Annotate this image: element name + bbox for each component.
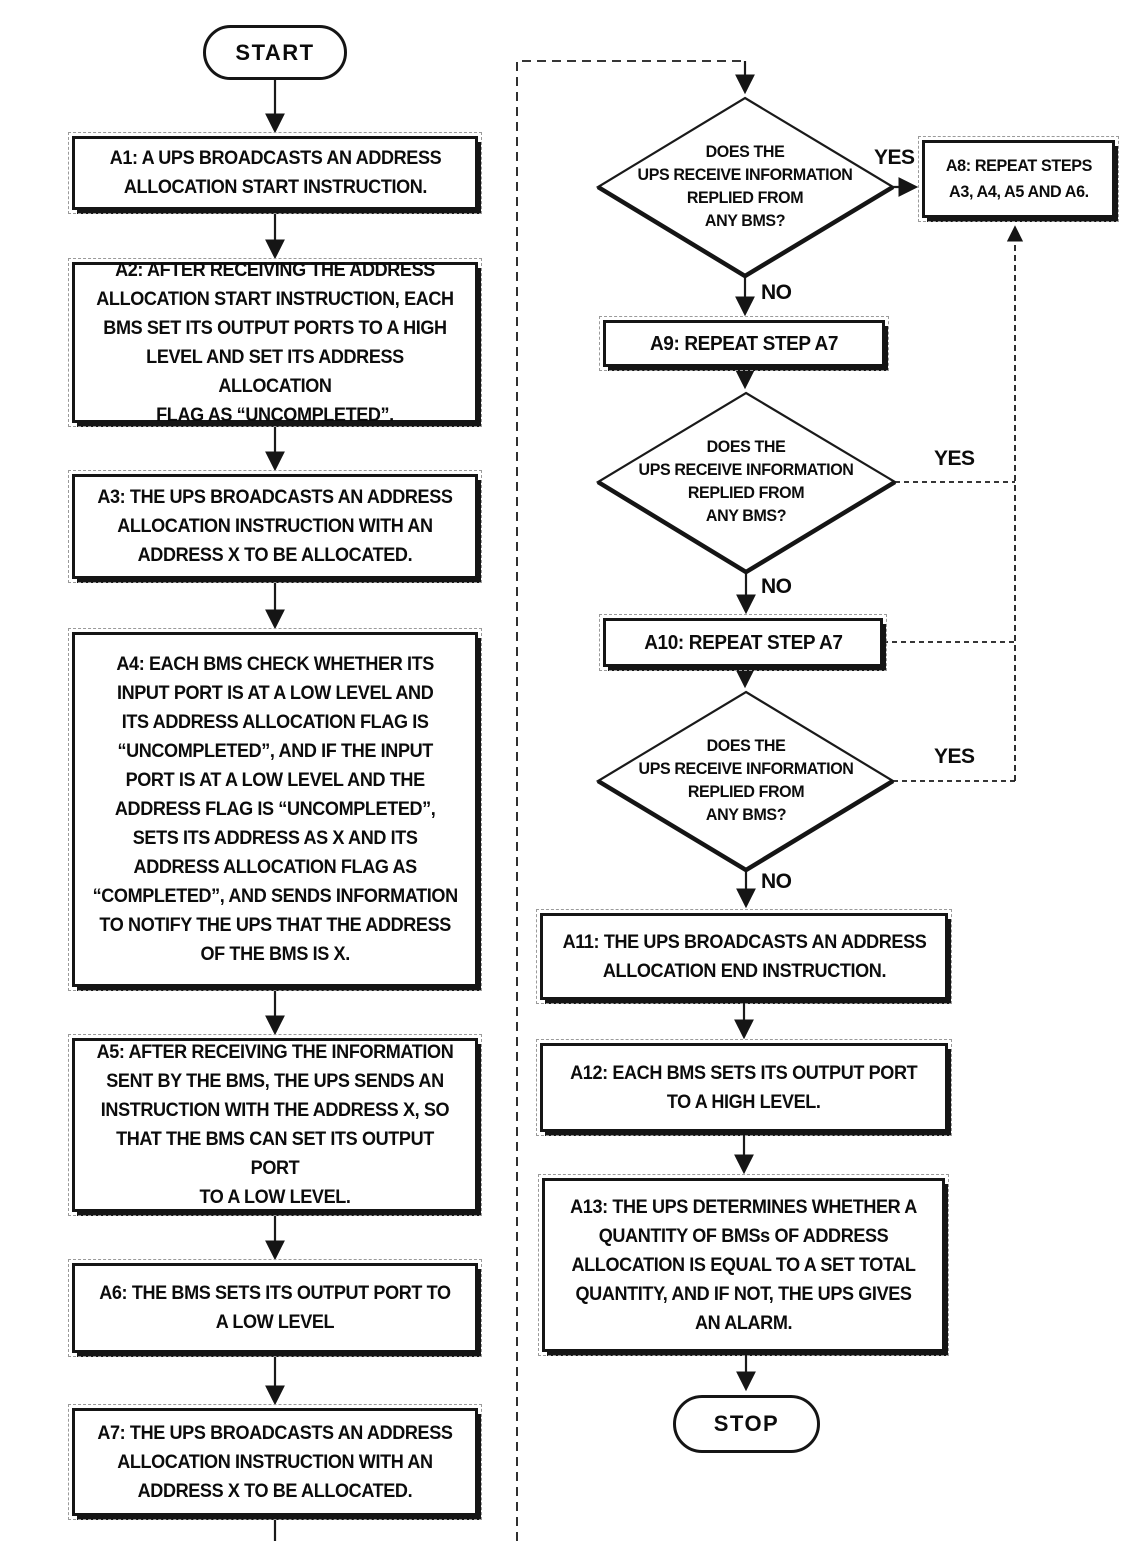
- node-a10: [603, 618, 883, 667]
- node-a4: [72, 632, 478, 987]
- node-a5: [72, 1038, 478, 1212]
- node-a12-label: A12: EACH BMS SETS ITS OUTPUT PORT TO A HIGH LEVEL.: [570, 1062, 918, 1113]
- node-a8: [922, 140, 1115, 218]
- node-a9-label: A9: REPEAT STEP A7: [649, 332, 839, 355]
- node-a11: [540, 913, 948, 1000]
- node-a6-label: A6: THE BMS SETS ITS OUTPUT PORT TO A LOW LEVEL: [99, 1283, 451, 1333]
- branch-no-1: NO: [761, 281, 792, 304]
- branch-yes-2: YES: [934, 447, 975, 470]
- node-a9: [603, 320, 885, 367]
- node-a2-label: A2: AFTER RECEIVING THE ADDRESS ALLOCATION START INSTRUCTION, EACH BMS SET ITS OUTPUT PORTS TO A HIGH LEVEL AND SET ITS ADDRESS ALLOCATION FLAG AS “UNCOMPLETED”.: [96, 259, 454, 426]
- node-a11-label: A11: THE UPS BROADCASTS AN ADDRESS ALLOCATION END INSTRUCTION.: [562, 931, 926, 982]
- node-a7-label: A7: THE UPS BROADCASTS AN ADDRESS ALLOCATION INSTRUCTION WITH AN ADDRESS X TO BE ALLOCATED.: [97, 1422, 453, 1502]
- node-d2-label: DOES THE UPS RECEIVE INFORMATION REPLIED FROM ANY BMS?: [638, 438, 854, 525]
- node-d3-label: DOES THE UPS RECEIVE INFORMATION REPLIED FROM ANY BMS?: [638, 737, 854, 824]
- node-a4-label: A4: EACH BMS CHECK WHETHER ITS INPUT PORT IS AT A LOW LEVEL AND ITS ADDRESS ALLOCATION FLAG IS “UNCOMPLETED”, AND IF THE INPUT PORT IS AT A LOW LEVEL AND THE ADDRESS FLAG IS “UNCOMPLETED”, SETS ITS ADDRESS AS X AND ITS ADDRESS ALLOCATION FLAG AS “COMPLETED”, AND SENDS INFORMATION TO NOTIFY THE UPS THAT THE ADDRESS OF THE BMS IS X.: [92, 654, 458, 965]
- node-a1: [72, 136, 478, 210]
- node-a5-label: A5: AFTER RECEIVING THE INFORMATION SENT BY THE BMS, THE UPS SENDS AN INSTRUCTION WITH THE ADDRESS X, SO THAT THE BMS CAN SET ITS OUTPUT PORT TO A LOW LEVEL.: [96, 1042, 454, 1208]
- node-start: [203, 25, 347, 80]
- branch-no-3: NO: [761, 870, 792, 893]
- node-a8-label: A8: REPEAT STEPS A3, A4, A5 AND A6.: [945, 156, 1092, 201]
- branch-no-2: NO: [761, 575, 792, 598]
- node-d1-label: DOES THE UPS RECEIVE INFORMATION REPLIED FROM ANY BMS?: [637, 143, 853, 230]
- node-a6: [72, 1263, 478, 1353]
- branch-yes-1: YES: [874, 146, 915, 169]
- branch-yes-3: YES: [934, 745, 975, 768]
- node-a13-label: A13: THE UPS DETERMINES WHETHER A QUANTITY OF BMSs OF ADDRESS ALLOCATION IS EQUAL TO A SET TOTAL QUANTITY, AND IF NOT, THE UPS GIVES AN ALARM.: [570, 1196, 917, 1334]
- node-a13: [542, 1178, 945, 1352]
- node-a2: [72, 259, 478, 426]
- node-a7: [72, 1408, 478, 1516]
- node-a10-label: A10: REPEAT STEP A7: [643, 631, 843, 654]
- node-a12: [540, 1043, 948, 1132]
- node-a3-label: A3: THE UPS BROADCASTS AN ADDRESS ALLOCATION INSTRUCTION WITH AN ADDRESS X TO BE ALLOCATED.: [97, 487, 453, 566]
- node-a1-label: A1: A UPS BROADCASTS AN ADDRESS ALLOCATION START INSTRUCTION.: [109, 148, 441, 198]
- node-stop-label: STOP: [713, 1411, 780, 1436]
- node-a3: [72, 474, 478, 579]
- node-stop: [673, 1395, 820, 1453]
- node-start-label: START: [235, 39, 315, 65]
